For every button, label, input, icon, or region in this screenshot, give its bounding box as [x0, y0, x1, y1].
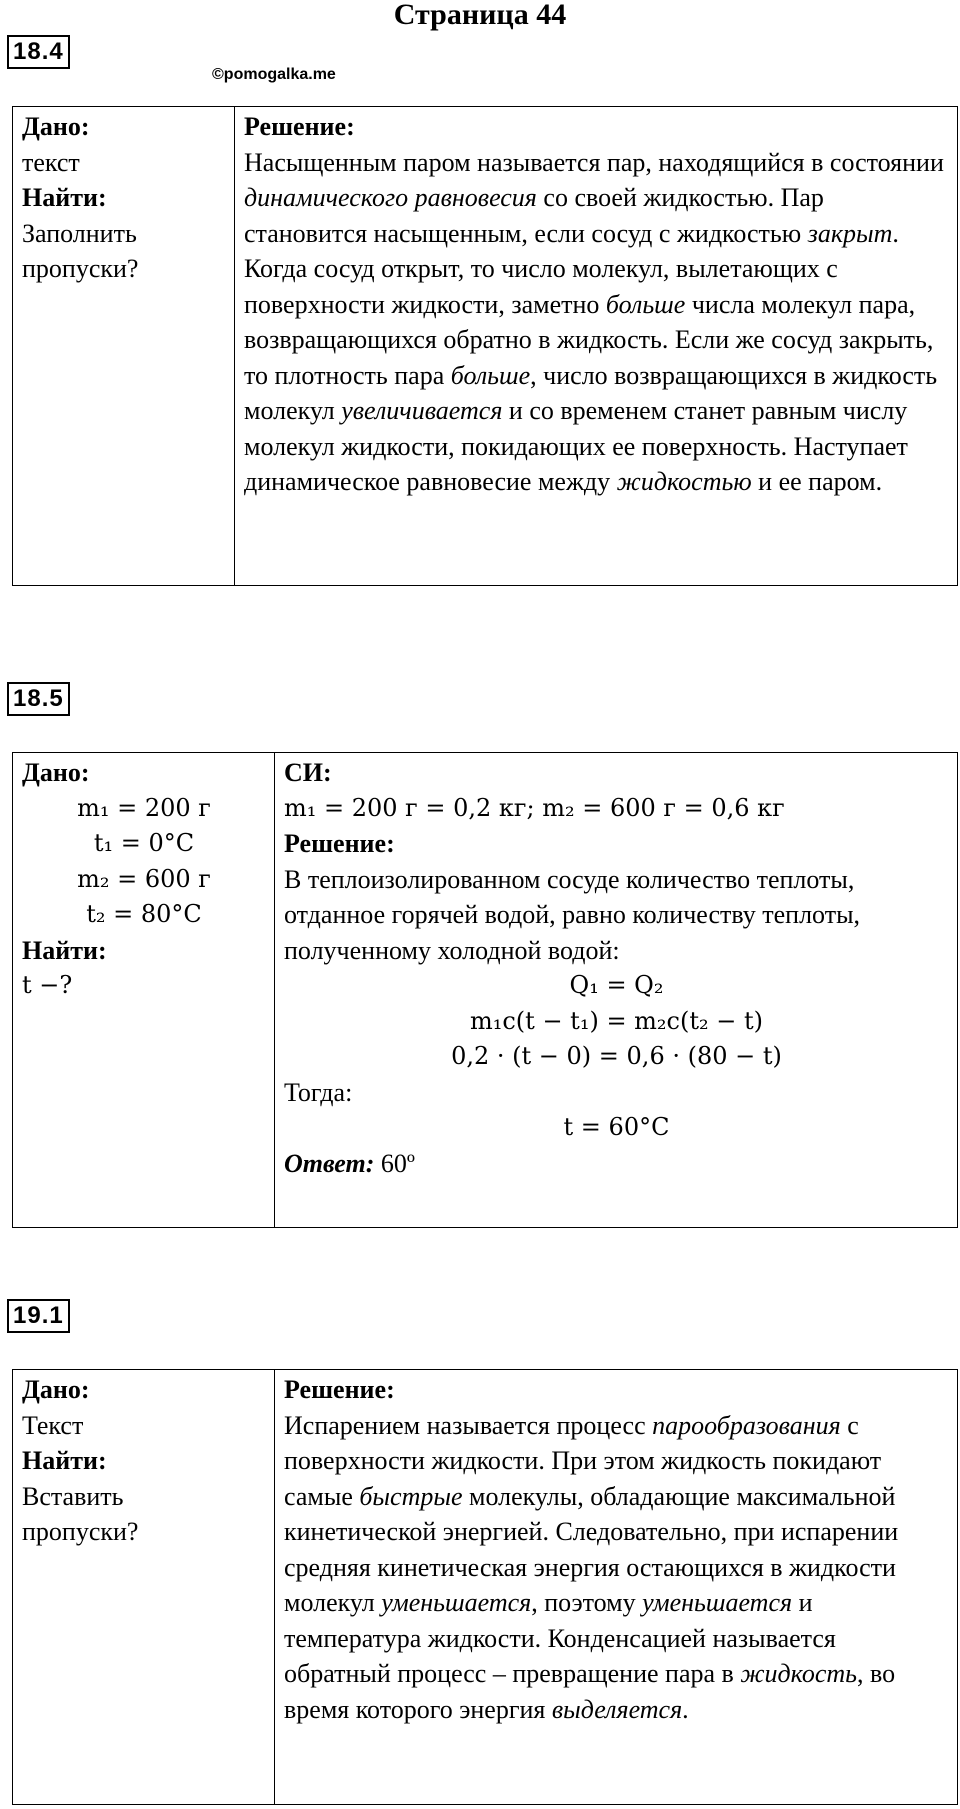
solution-cell	[275, 753, 958, 1228]
si-conversion: m₁ = 200 г = 0,2 кг; m₂ = 600 г = 0,6 кг	[284, 793, 785, 822]
equation-1: Q₁ = Q₂	[569, 971, 664, 999]
solution-label: Решение:	[284, 1375, 395, 1404]
answer-line	[284, 1146, 949, 1182]
solution-cell	[275, 1370, 958, 1805]
page-title: Страница 44	[393, 0, 567, 31]
find-text: Вставить пропуски?	[22, 1481, 139, 1546]
given-m1: m₁ = 200 г	[77, 793, 211, 822]
given-t2: t₂ = 80°C	[86, 900, 202, 928]
given-t1: t₁ = 0°C	[93, 829, 195, 857]
find-label: Найти:	[22, 935, 107, 965]
solution-text: В теплоизолированном сосуде количество теплоты, отданное горячей водой, равно количеству теплоты, полученному холодной водой:	[284, 864, 861, 965]
given-label: Дано:	[22, 1375, 90, 1404]
result-equation: t = 60°C	[563, 1113, 670, 1141]
task-number-18-5: 18.5	[7, 682, 70, 716]
task-19-1-table	[12, 1369, 958, 1805]
given-m2: m₂ = 600 г	[77, 864, 211, 893]
find-text: Заполнить пропуски?	[22, 218, 139, 283]
given-cell	[13, 1370, 275, 1805]
watermark: ©pomogalka.me	[212, 66, 336, 83]
find-text: t −?	[22, 971, 73, 999]
task-18-5-table	[12, 752, 958, 1228]
equation-3: 0,2 · (t − 0) = 0,6 · (80 − t)	[451, 1042, 782, 1070]
given-text: текст	[22, 147, 80, 177]
then-label: Тогда:	[284, 1077, 353, 1107]
given-cell	[13, 107, 235, 586]
answer-label: Ответ:	[284, 1148, 375, 1178]
solution-cell	[235, 107, 958, 586]
find-label: Найти:	[22, 1446, 107, 1475]
solution-label: Решение:	[284, 829, 395, 858]
task-number-19-1: 19.1	[7, 1299, 70, 1333]
solution-label: Решение:	[244, 112, 355, 141]
answer-value: 60º	[374, 1148, 415, 1178]
given-text: Текст	[22, 1410, 84, 1440]
si-label: СИ:	[284, 758, 332, 787]
solution-text: Насыщенным паром называется пар, находящийся в состоянии динамического равновесия со своей жидкостью. Пар становится насыщенным, если сосуд с жидкостью закрыт. Когда сосуд открыт, то число молекул, вылетающих с поверхности жидкости, заметно больше числа молекул пара, возвращающихся обратно в жидкость. Если же сосуд закрыть, то плотность пара больше, число возвращающихся в жидкость молекул увеличивается и со временем станет равным числу молекул жидкости, покидающих ее поверхность. Наступает динамическое равновесие между жидкостью и ее паром.	[244, 147, 944, 496]
find-label: Найти:	[22, 183, 107, 212]
task-18-4-table	[12, 106, 958, 586]
equation-2: m₁c(t − t₁) = m₂c(t₂ − t)	[469, 1006, 763, 1035]
given-label: Дано:	[22, 112, 90, 141]
given-cell	[13, 753, 275, 1228]
given-label: Дано:	[22, 758, 90, 787]
solution-text: Испарением называется процесс парообразования с поверхности жидкости. При этом жидкость покидают самые быстрые молекулы, обладающие максимальной кинетической энергией. Следовательно, при испарении средняя кинетическая энергия остающихся в жидкости молекул уменьшается, поэтому уменьшается и температура жидкости. Конденсацией называется обратный процесс – превращение пара в жидкость, во время которого энергия выделяется.	[284, 1410, 899, 1724]
task-number-18-4: 18.4	[7, 35, 70, 69]
